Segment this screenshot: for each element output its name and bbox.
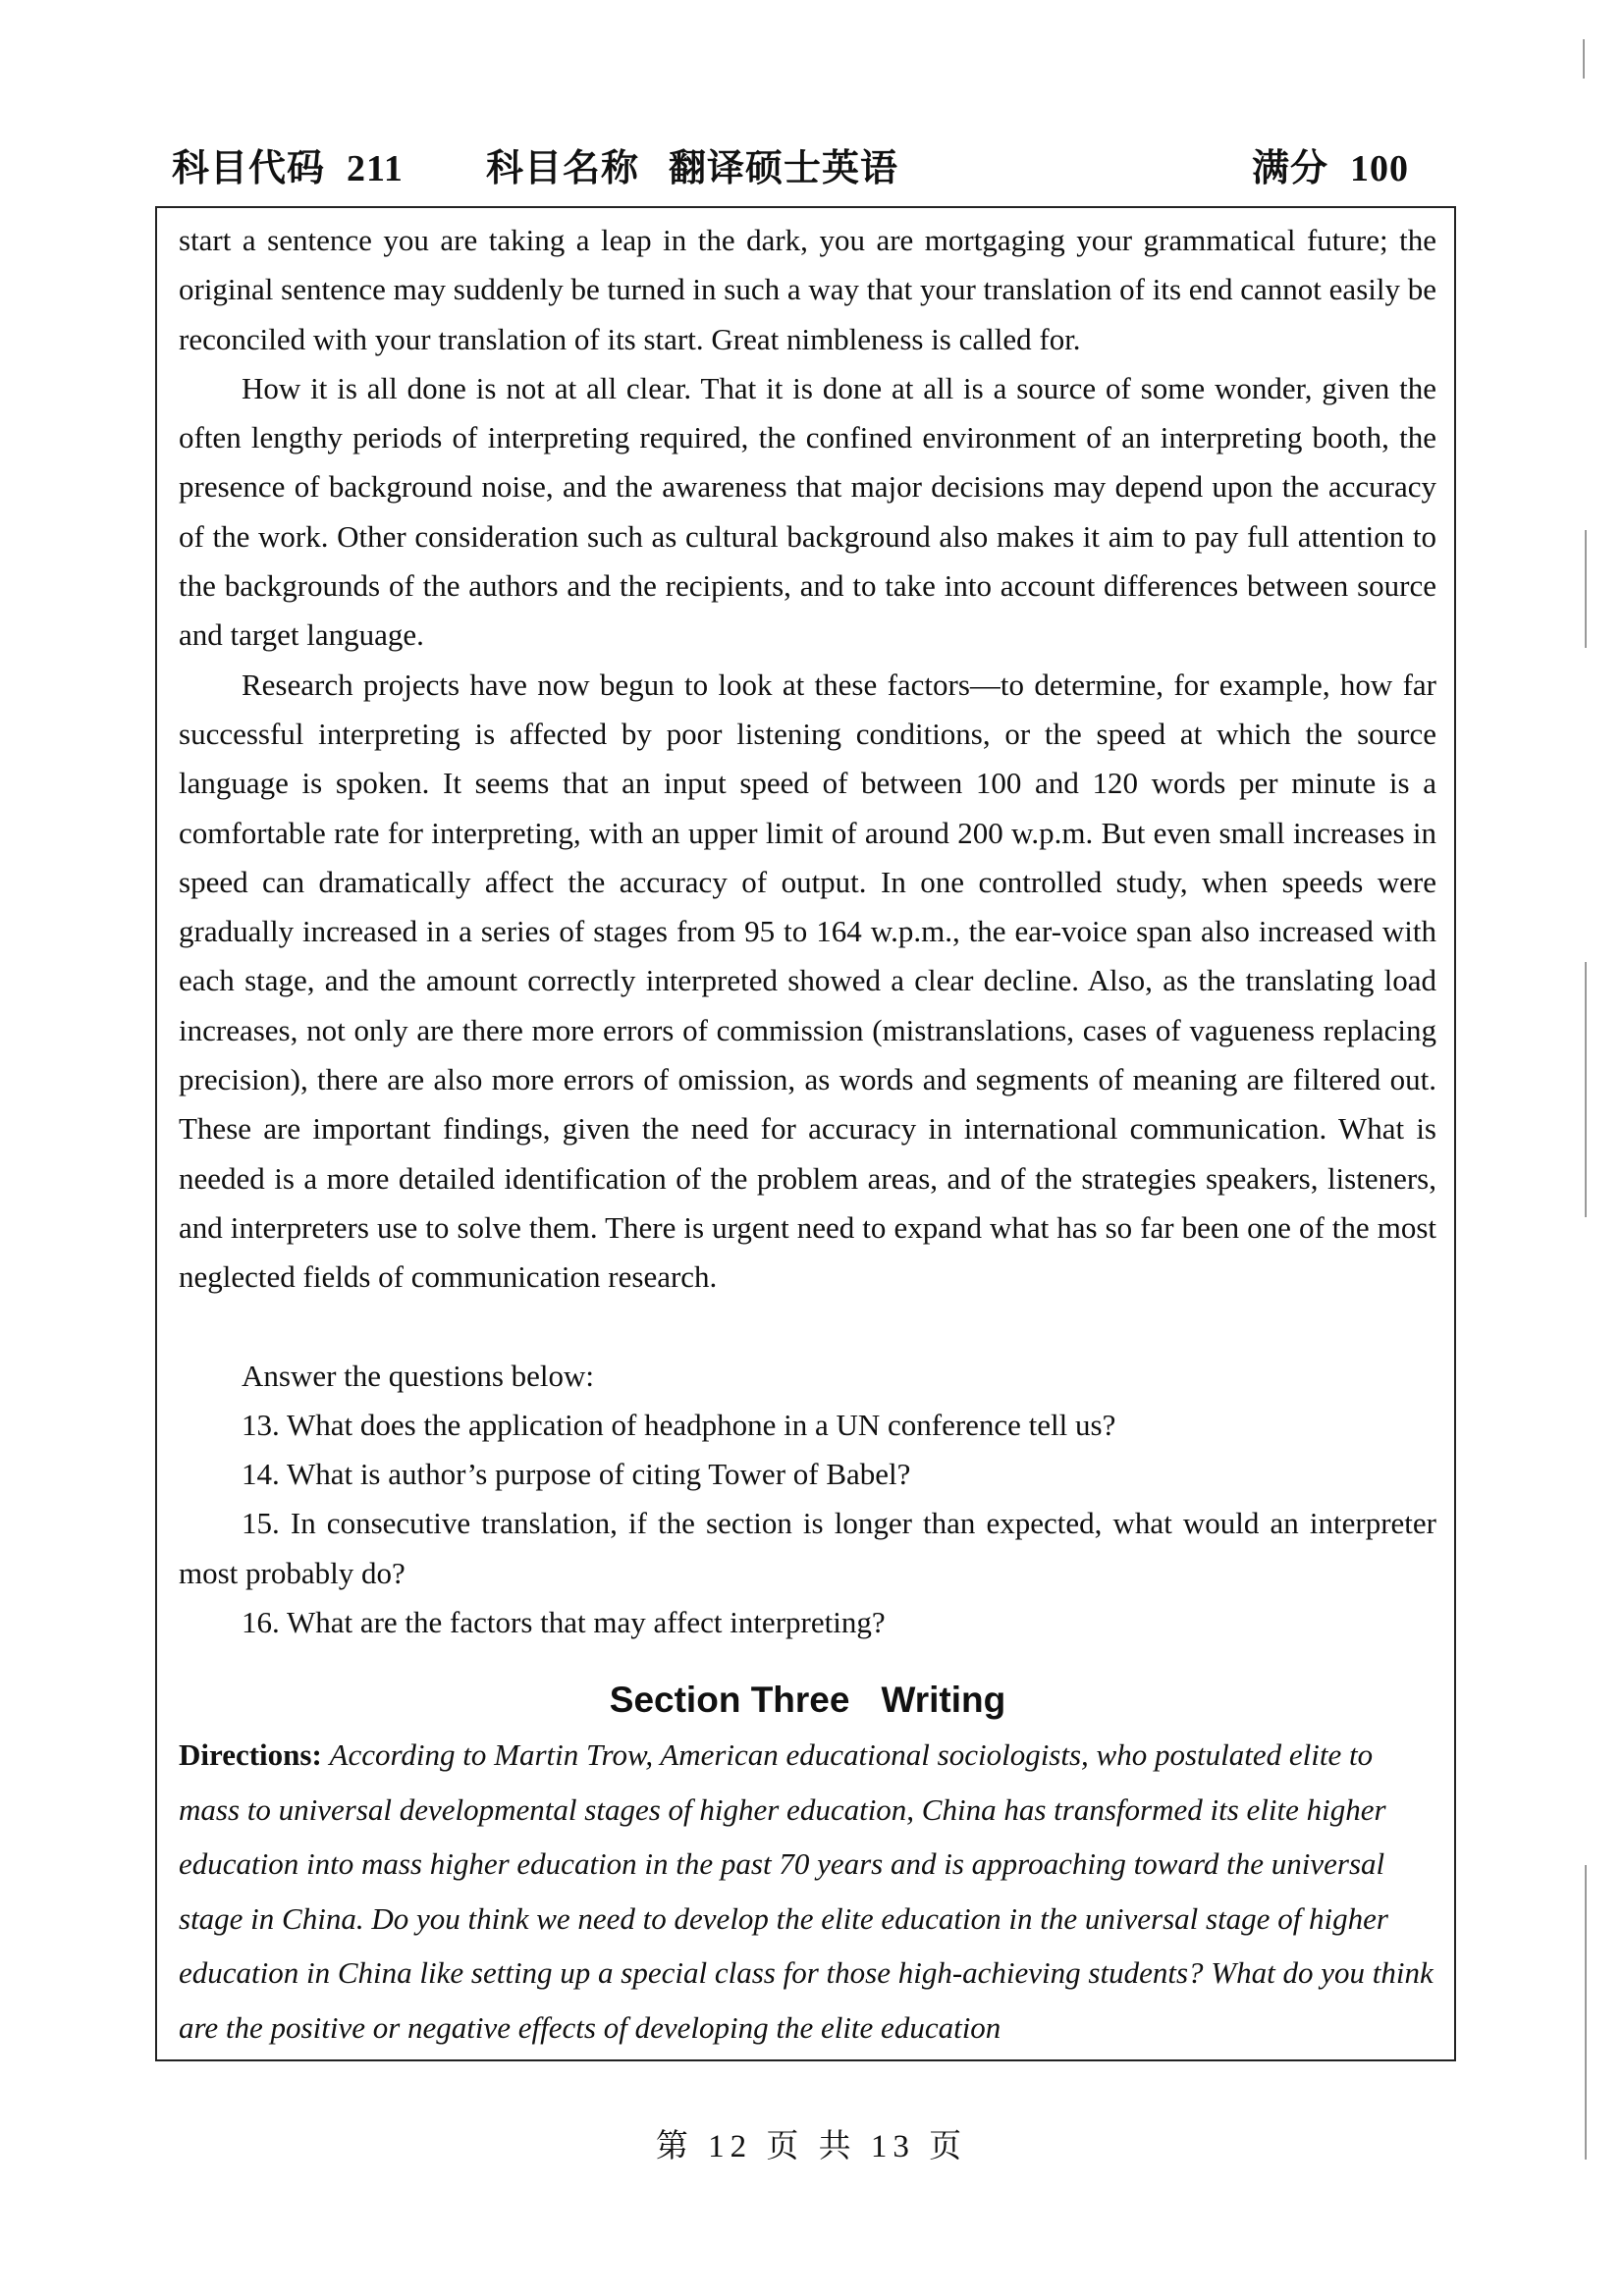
subject-code-label: 科目代码 [172, 148, 326, 189]
scan-margin-mark [1585, 530, 1587, 648]
subject-code [172, 137, 404, 191]
page-number: 第 12 页 共 13 页 [655, 2129, 968, 2164]
directions-label: Directions: [179, 1737, 322, 1773]
subject-name-value: 翻译硕士英语 [669, 148, 899, 189]
full-score-value: 100 [1350, 148, 1409, 189]
subject-code-value: 211 [347, 148, 404, 189]
section-title-number: Section Three [609, 1680, 850, 1721]
scan-margin-mark [1583, 39, 1585, 79]
passage-paragraph: How it is all done is not at all clear. That it is done at all is a source of some wonder, given the often lengthy periods of interpreting required, the confined environment of an interpreting booth, the presence of background noise, and the awareness that major decisions may depend upon the accuracy of the work. Other consideration such as cultural background also makes it aim to pay full attention to the backgrounds of the authors and the recipients, and to take into account differences between source and target language. [179, 370, 1436, 653]
full-score-label: 满分 [1251, 148, 1328, 189]
question-item: 14. What is author’s purpose of citing Tower of Babel? [242, 1457, 911, 1492]
full-score [1252, 137, 1409, 191]
question-item: 16. What are the factors that may affect interpreting? [242, 1605, 886, 1640]
directions-text: According to Martin Trow, American educational sociologists, who postulated elite to mass to universal developmental stages of higher education, China has transformed its elite higher education into mass higher education in the past 70 years and is approaching toward the universal stage in China. Do you think we need to develop the elite education in the universal stage of higher education in China like setting up a special class for those high-achieving students? What do you think are the positive or negative effects of developing the elite education [179, 1737, 1434, 2045]
writing-directions [179, 1728, 1436, 2055]
page-header [172, 137, 1409, 196]
scan-margin-mark [1585, 1865, 1587, 2160]
subject-name-label: 科目名称 [486, 148, 640, 189]
questions-intro: Answer the questions below: [242, 1358, 595, 1393]
scan-margin-mark [1585, 962, 1587, 1217]
section-title-name: Writing [881, 1680, 1006, 1721]
passage-paragraph: Research projects have now begun to look at these factors—to determine, for example, how far successful interpreting is affected by poor listening conditions, or the speed at which the source language is spoken. It seems that an input speed of between 100 and 120 words per minute is a comfortable rate for interpreting, with an upper limit of around 200 w.p.m. But even small increases in speed can dramatically affect the accuracy of output. In one controlled study, when speeds were gradually increased in a series of stages from 95 to 164 w.p.m., the ear-voice span also increased with each stage, and the amount correctly interpreted showed a clear decline. Also, as the translating load increases, not only are there more errors of commission (mistranslations, cases of vagueness replacing precision), there are also more errors of omission, as words and segments of meaning are filtered out. These are important findings, given the need for accuracy in international communication. What is needed is a more detailed identification of the problem areas, and of the strategies speakers, listeners, and interpreters use to solve them. There is urgent need to expand what has so far been one of the most neglected fields of communication research. [179, 667, 1436, 1295]
content-frame [155, 206, 1456, 2061]
question-item: 13. What does the application of headphone in a UN conference tell us? [242, 1407, 1116, 1442]
subject-name [486, 137, 898, 191]
reading-passage [179, 216, 1436, 1303]
question-item: 15. In consecutive translation, if the section is longer than expected, what would an interpreter most probably do? [179, 1506, 1436, 1590]
passage-paragraph: start a sentence you are taking a leap in the dark, you are mortgaging your grammatical future; the original sentence may suddenly be turned in such a way that your translation of its end cannot easily be reconciled with your translation of its start. Great nimbleness is called for. [179, 223, 1436, 356]
question-list [179, 1352, 1436, 1648]
section-title [179, 1673, 1436, 1728]
